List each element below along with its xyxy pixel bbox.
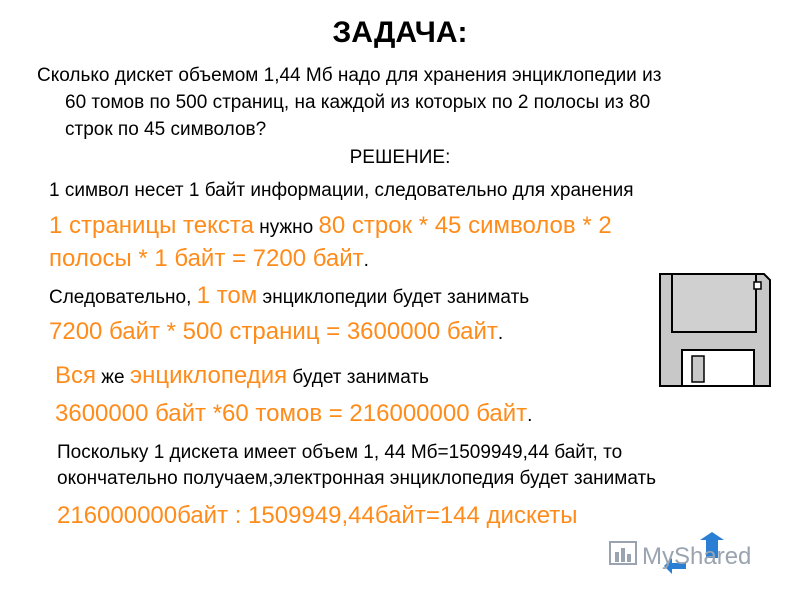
problem-line-1: Сколько дискет объемом 1,44 Мб надо для хранения энциклопедии из	[37, 65, 662, 86]
plain-text: Следовательно,	[49, 287, 197, 308]
solution-line-7	[55, 400, 532, 428]
orange-text: 1 том	[196, 282, 258, 309]
problem-line-2: 60 томов по 500 страниц, на каждой из которых по 2 полосы из 80	[65, 92, 651, 113]
solution-line-5	[49, 318, 503, 346]
plain-text: нужно	[253, 217, 319, 238]
plain-text: энциклопедии будет занимать	[257, 287, 530, 308]
solution-line-3	[49, 245, 369, 273]
plain-text: будет занимать	[287, 367, 429, 388]
solution-line-4	[49, 282, 529, 310]
solution-line-6	[55, 362, 429, 390]
solution-answer: 216000000байт : 1509949,44байт=144 дискеты	[57, 502, 578, 529]
page-title: ЗАДАЧА:	[332, 16, 468, 49]
solution-line-2	[49, 212, 612, 240]
solution-line-9: окончательно получаем,электронная энциклопедия будет занимать	[57, 468, 657, 489]
orange-text: энциклопедия	[129, 362, 288, 389]
orange-text: 80 строк * 45 символов * 2	[318, 212, 612, 239]
orange-text: Вся	[55, 362, 97, 389]
problem-line-3: строк по 45 символов?	[65, 119, 267, 140]
orange-text: 3600000 байт *60 томов = 216000000 байт	[55, 400, 528, 427]
plain-text: .	[497, 323, 504, 344]
floppy-disk-icon	[658, 272, 772, 393]
orange-text: 1 страницы текста	[49, 212, 254, 239]
orange-text: 7200 байт * 500 страниц = 3600000 байт	[49, 318, 498, 345]
plain-text: .	[363, 250, 369, 271]
logo-text: MyShared	[642, 543, 752, 570]
orange-text: полосы * 1 байт = 7200 байт	[49, 245, 364, 272]
plain-text: же	[96, 367, 130, 388]
solution-heading: РЕШЕНИЕ:	[349, 147, 451, 168]
plain-text: .	[527, 405, 533, 426]
solution-line-1: 1 символ несет 1 байт информации, следовательно для хранения	[49, 180, 634, 201]
solution-line-8: Поскольку 1 дискета имеет объем 1, 44 Мб=1509949,44 байт, то	[57, 442, 623, 463]
myshared-logo	[608, 532, 768, 587]
problem-statement	[37, 62, 777, 143]
